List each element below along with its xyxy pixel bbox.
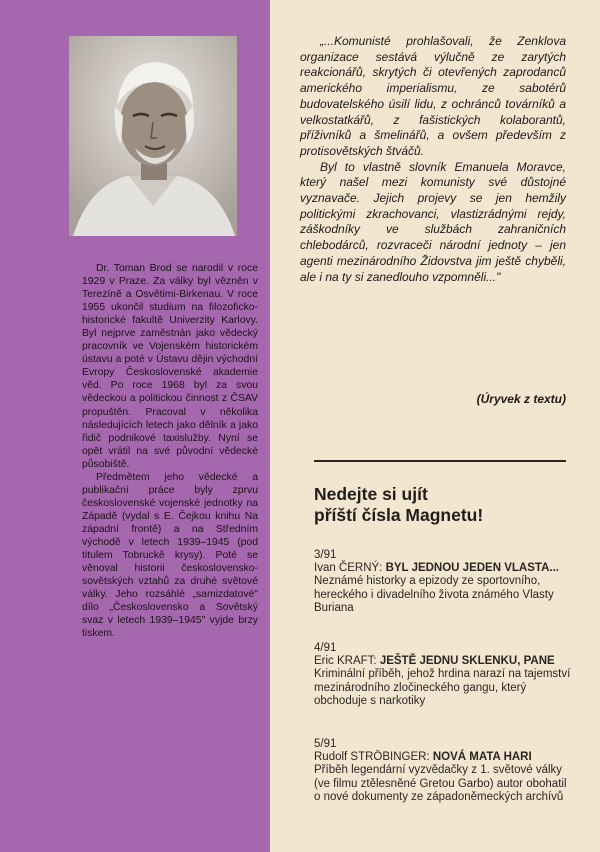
- author-photo: [69, 36, 237, 236]
- promo-heading-line1: Nedejte si ujít: [314, 484, 428, 504]
- promo-heading: [314, 484, 570, 526]
- bio-paragraph: Dr. Toman Brod se narodil v roce 1929 v Praze. Za války byl vězněn v Terezíně a Osvětimi-Birkenau. V roce 1955 ukončil studium na filozoficko-historické fakultě Univerzity Karlovy. Byl nejprve zaměstnán jako vědecký pracovník ve Vojenském historickém ústavu a poté v Ústavu dějin východní Evropy Československé akademie věd. Po roce 1968 byl za svou vědeckou a politickou činnost z ČSAV propuštěn. Pracoval v několika následujících letech jako dělník a jako řidič podnikové taxislužby. Nyní se opět vrátil na své původní vědecké působiště.: [82, 263, 258, 470]
- author-bio: [82, 262, 258, 640]
- promo-heading-line2: příští čísla Magnetu!: [314, 505, 484, 525]
- issue-description: Neznámé historky a epizody ze sportovního, hereckého i divadelního života známého Vlasty Buriana: [314, 575, 554, 614]
- left-column: [0, 0, 270, 852]
- excerpt-source: (Úryvek z textu): [476, 392, 566, 406]
- issue-author: Rudolf STRÖBINGER:: [314, 751, 433, 764]
- bio-paragraph: Předmětem jeho vědecké a publikační práce byly zprvu československé vojenské jednotky na Západě (vydal s E. Čejkou knihu Na západní frontě) a na Středním východě v letech 1939–1945 (pod titulem Tobruckě krysy). Poté se věnoval historii československo-sovětských vztahů za druhé světové války. Jeho rozsáhlé „samizdatové" dílo „Československo a Sovětský svaz v letech 1939–1945" vyjde brzy tiskem.: [82, 471, 258, 640]
- issue-description: Příběh legendární vyzvědačky z 1. světové války (ve filmu ztělesněné Gretou Garbo) autor obohatil o nové dokumenty ze západoněmeckých archívů: [314, 764, 567, 803]
- author-portrait-image: [69, 36, 237, 236]
- book-excerpt: [300, 34, 566, 285]
- issue-number: 5/91: [314, 738, 337, 750]
- issue-title: JEŠTĚ JEDNU SKLENKU, PANE: [379, 655, 555, 668]
- excerpt-paragraph: „...Komunisté prohlašovali, že Zenklova organizace sestává výlučně ze zarytých reakcionářů, skrytých či otevřených zaprodanců amerického imperialismu, ze sabotérů budovatelského úsilí lidu, z ochránců továrníků a velkostatkářů, z fašistických kolaborantů, příživníků a šmelinářů, a ovšem především z protisovětských štváčů.: [300, 34, 566, 158]
- issue-number: 4/91: [314, 642, 337, 654]
- excerpt-paragraph: Byl to vlastně slovník Emanuela Moravce, který našel mezi komunisty své důstojné vyznavače. Jejich projevy se jen hemžily politickými zkrachovanci, vlastizrádnými rejdy, záškodníky ve službách zahraničních chlebodárců, rozvraceči národní jednoty – jen agenti mezinárodního Židovstva jim ještě chyběli, ale i na ty si zanedlouho vzpomněli...": [300, 159, 566, 284]
- issue-author: Eric KRAFT:: [314, 655, 380, 668]
- issue-listing: [314, 738, 574, 804]
- issue-listing: [314, 642, 574, 708]
- issue-title: NOVÁ MATA HARI: [432, 751, 532, 764]
- issue-title: BYL JEDNOU JEDEN VLASTA...: [385, 562, 559, 575]
- section-divider: [314, 460, 566, 462]
- issue-author: Ivan ČERNÝ:: [314, 562, 386, 575]
- issue-description: Kriminální příběh, jehož hrdina narazí na tajemství mezinárodního zločineckého gangu, který obchoduje s narkotiky: [314, 668, 571, 707]
- issue-listing: [314, 549, 574, 615]
- issue-number: 3/91: [314, 549, 337, 561]
